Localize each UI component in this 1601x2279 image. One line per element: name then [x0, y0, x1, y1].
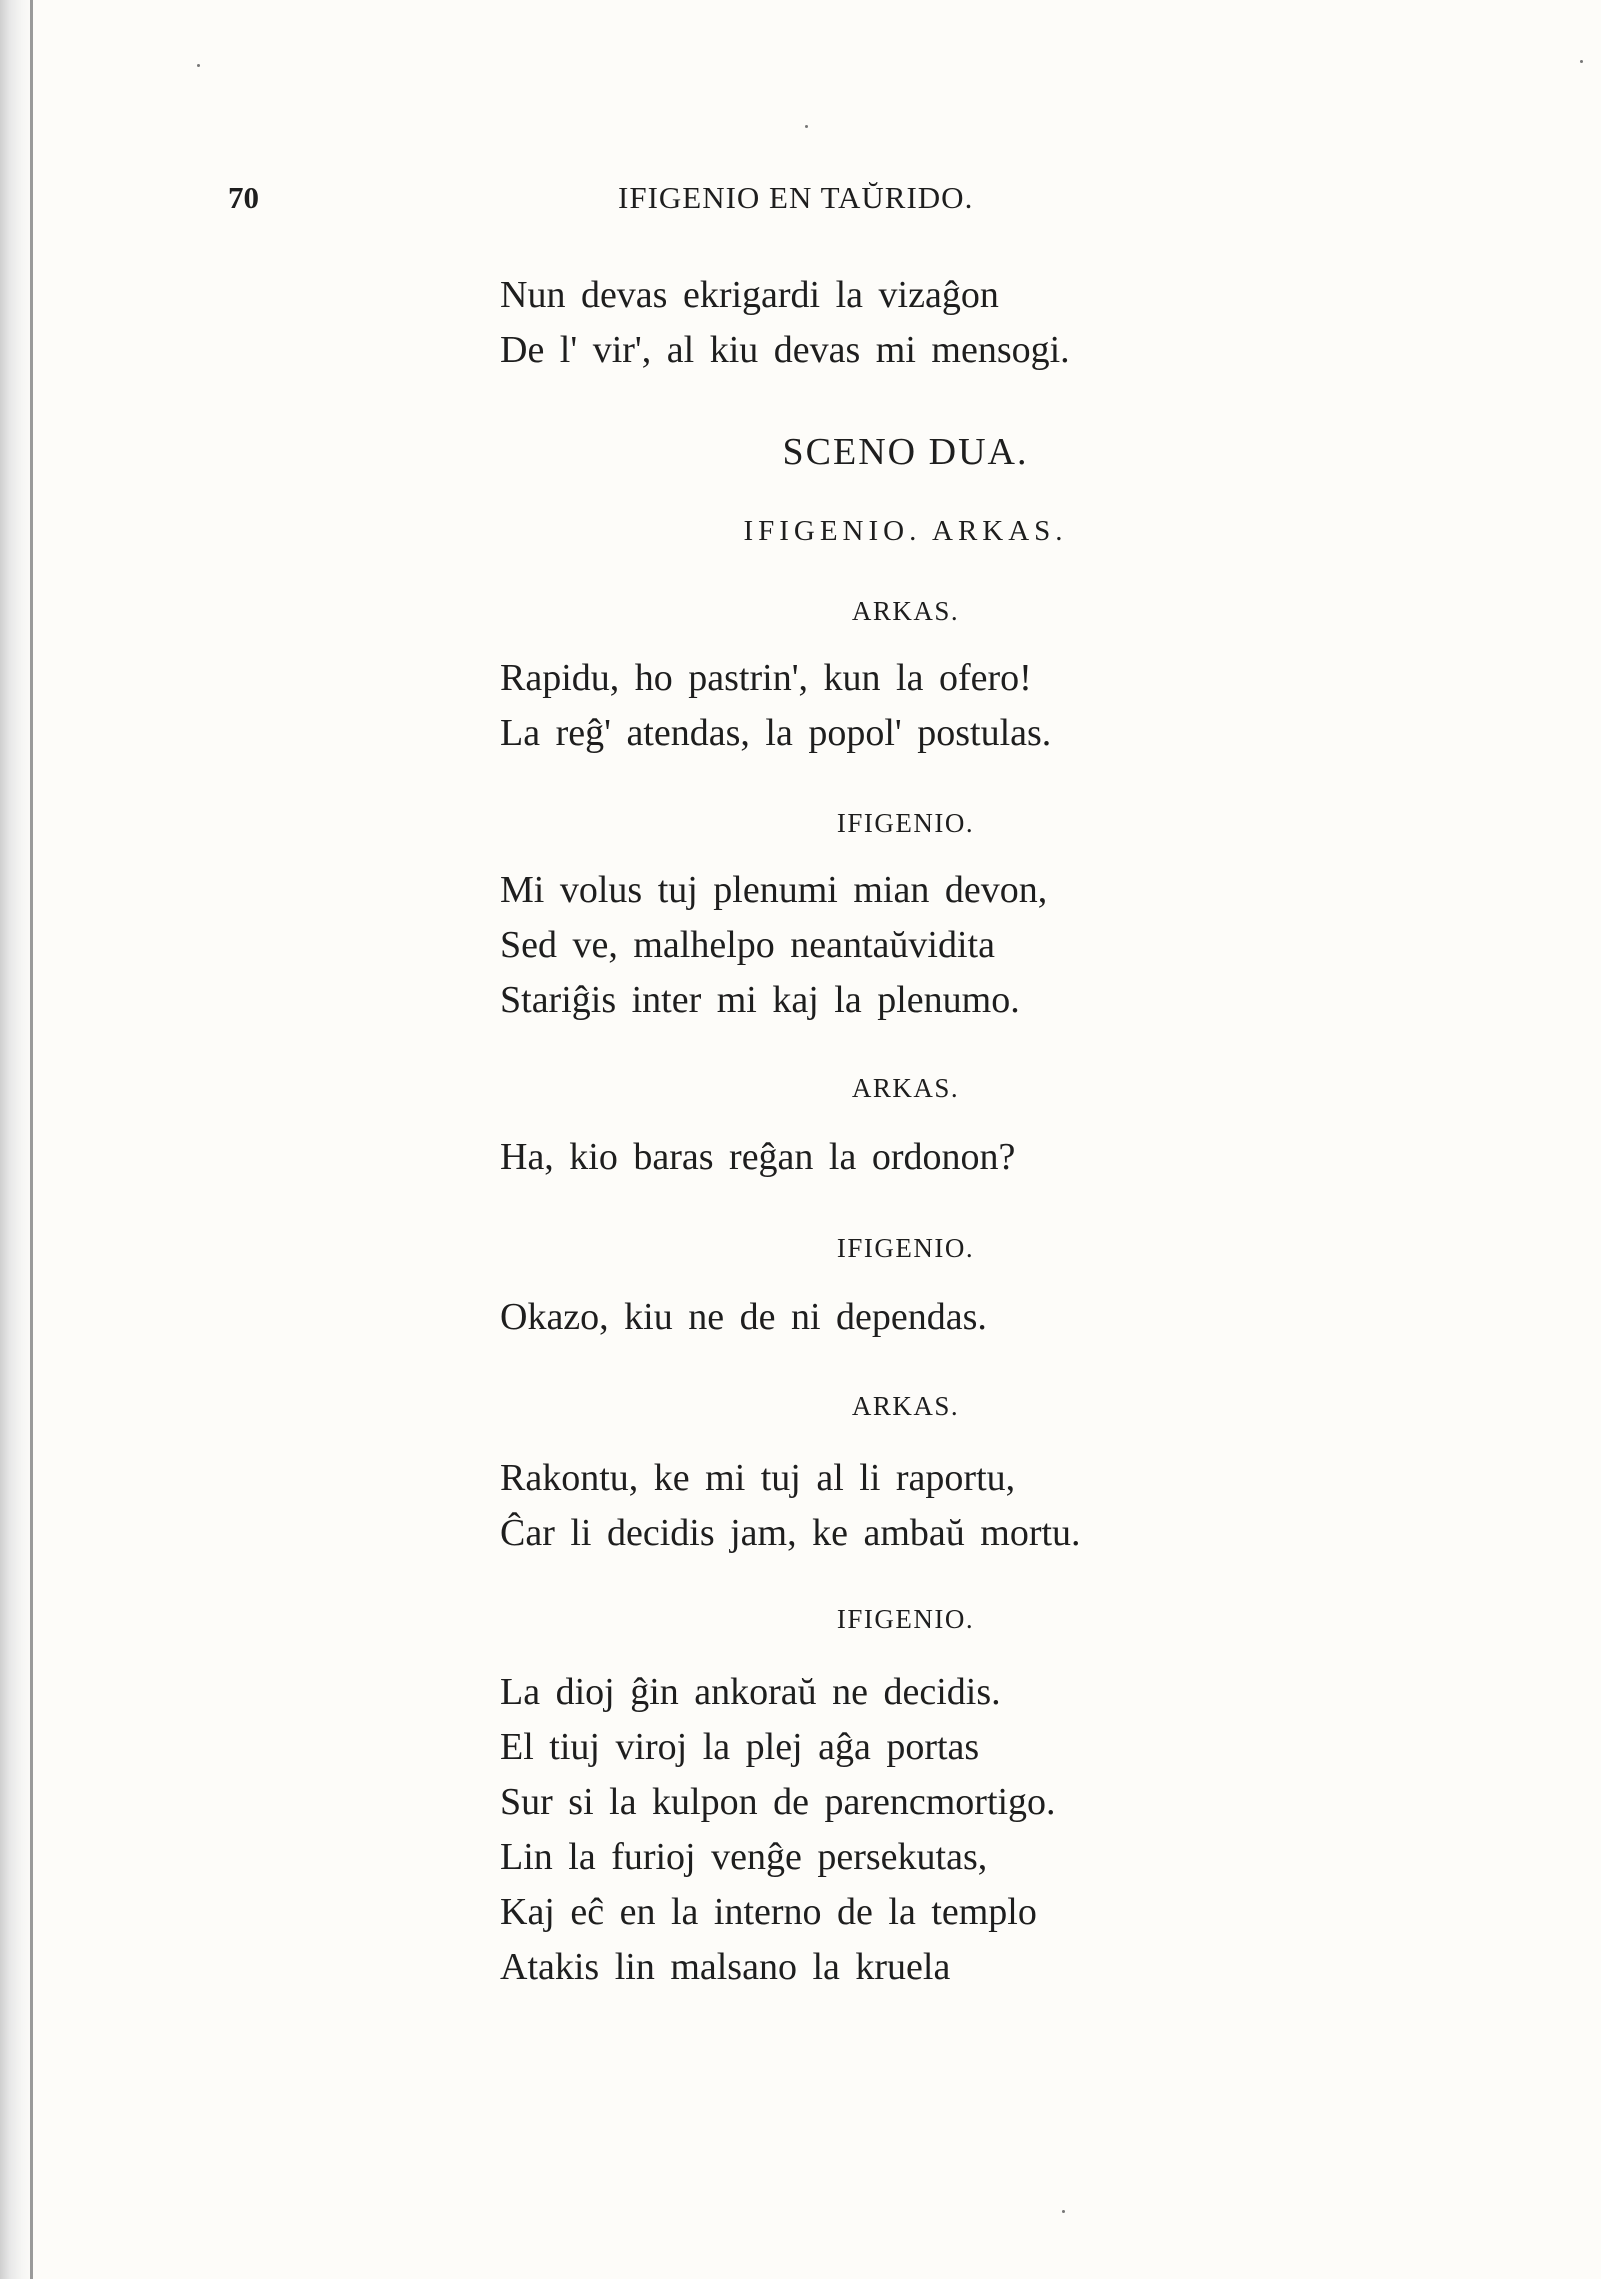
speech-lines [500, 1665, 1300, 1995]
running-title: IFIGENIO EN TAŬRIDO. [618, 180, 974, 215]
speaker-label: ARKAS. [851, 1391, 960, 1421]
speech-lines [500, 863, 1300, 1028]
speaker-label: IFIGENIO. [836, 1233, 975, 1263]
speech-lines [500, 1451, 1300, 1561]
verse-line: Okazo, kiu ne de ni dependas. [500, 1296, 987, 1338]
verse-line: Ĉar li decidis jam, ke ambaŭ mortu. [500, 1512, 1081, 1554]
verse-line: Nun devas ekrigardi la vizaĝon [500, 274, 999, 316]
opening-verse [500, 268, 1300, 378]
speaker-label: IFIGENIO. [836, 1604, 975, 1634]
speaker-label: ARKAS. [851, 1073, 960, 1103]
page-binding-line [30, 0, 33, 2279]
speech-lines [500, 1130, 1300, 1185]
verse-line: De l' vir', al kiu devas mi mensogi. [500, 329, 1070, 371]
verse-line: La reĝ' atendas, la popol' postulas. [500, 712, 1052, 754]
page-binding-edge [0, 0, 34, 2279]
speaker-label: ARKAS. [851, 596, 960, 626]
verse-line: Mi volus tuj plenumi mian devon, [500, 869, 1048, 911]
verse-line: Atakis lin malsano la kruela [500, 1946, 951, 1988]
verse-line: Ha, kio baras reĝan la ordonon? [500, 1136, 1016, 1178]
verse-line: El tiuj viroj la plej aĝa portas [500, 1726, 980, 1768]
page-header [228, 180, 1128, 230]
verse-line: La dioj ĝin ankoraŭ ne decidis. [500, 1671, 1001, 1713]
verse-line: Rakontu, ke mi tuj al li raportu, [500, 1457, 1016, 1499]
paper-speck [1062, 2210, 1065, 2213]
speech-lines [500, 1290, 1300, 1345]
verse-line: Lin la furioj venĝe persekutas, [500, 1836, 988, 1878]
verse-line: Sed ve, malhelpo neantaŭvidita [500, 924, 995, 966]
speech-lines [500, 651, 1300, 761]
paper-speck [1580, 60, 1583, 63]
verse-line: Kaj eĉ en la interno de la templo [500, 1891, 1037, 1933]
speaker-label: IFIGENIO. [836, 808, 975, 838]
verse-line: Sur si la kulpon de parencmortigo. [500, 1781, 1056, 1823]
verse-line: Rapidu, ho pastrin', kun la ofero! [500, 657, 1032, 699]
paper-speck [805, 125, 808, 128]
scene-title: SCENO DUA. [782, 431, 1029, 473]
paper-speck [197, 64, 200, 67]
verse-line: Stariĝis inter mi kaj la plenumo. [500, 979, 1020, 1021]
scene-characters: IFIGENIO. ARKAS. [743, 515, 1068, 547]
page-number: 70 [228, 180, 259, 215]
